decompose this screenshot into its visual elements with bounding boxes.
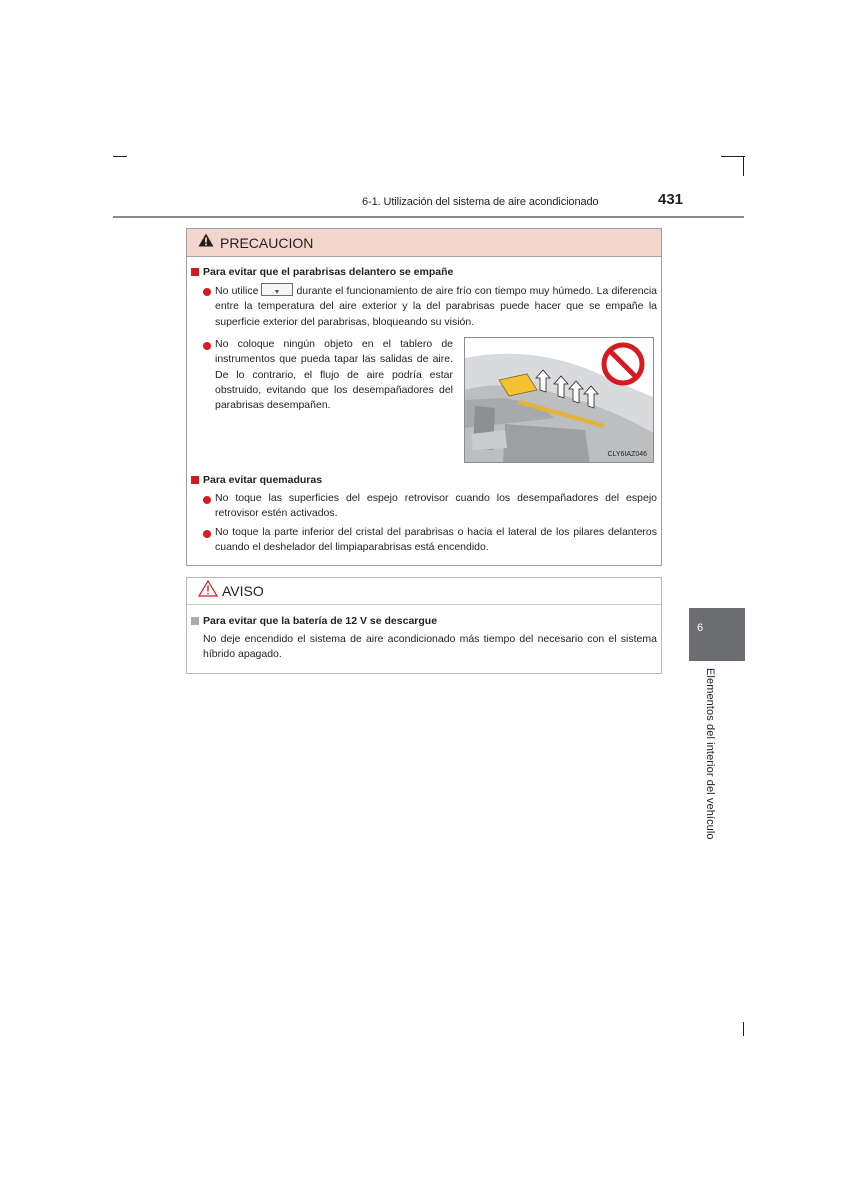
red-bullet-icon xyxy=(203,530,211,538)
chapter-title: Elementos del interior del vehículo xyxy=(704,668,716,840)
bullet-text: No coloque ningún objeto en el tablero de instrumentos que pueda tapar las salidas de aire. De lo contrario, el flujo de aire podría estar obstruido, evitando que los desempañadores del parabrisas desempañen. xyxy=(215,338,453,412)
aviso-header xyxy=(187,578,661,605)
warning-triangle-filled-icon xyxy=(198,233,214,252)
warning-triangle-outline-icon xyxy=(198,580,218,602)
section-heading xyxy=(191,474,322,486)
running-header: 6-1. Utilización del sistema de aire acondicionado xyxy=(362,196,599,208)
chapter-number: 6 xyxy=(697,622,704,634)
page-number: 431 xyxy=(658,191,684,208)
section-heading-text: Para evitar que la batería de 12 V se descargue xyxy=(203,615,438,627)
bullet-text: No utilice ▼ durante el funcionamiento de aire frío con tiempo muy húmedo. La diferencia entre la temperatura del aire exterior y la del parabrisas puede hacer que se empañe la superficie exterior del parabrisas, bloqueando su visión. xyxy=(215,285,657,328)
figure-label: CLY6IAZ046 xyxy=(607,451,647,458)
header-rule xyxy=(113,216,744,218)
section-heading-text: Para evitar que el parabrisas delantero se empañe xyxy=(203,266,454,278)
red-bullet-icon xyxy=(203,288,211,296)
red-square-bullet-icon xyxy=(191,268,199,276)
red-bullet-icon xyxy=(203,342,211,350)
prohibition-icon xyxy=(604,345,642,383)
section-heading xyxy=(191,266,453,278)
gray-square-bullet-icon xyxy=(191,617,199,625)
section-heading-text: Para evitar quemaduras xyxy=(203,474,323,486)
crop-mark xyxy=(113,156,127,157)
bullet-text: No toque las superficies del espejo retrovisor cuando los desempañadores del espejo retrovisor estén activados. xyxy=(215,492,657,520)
crop-mark xyxy=(743,156,744,176)
crop-mark xyxy=(743,1022,744,1036)
aviso-text: No deje encendido el sistema de aire acondicionado más tiempo del necesario con el sistema híbrido apagado. xyxy=(203,633,657,661)
section-heading xyxy=(191,615,437,627)
precaution-title: PRECAUCION xyxy=(220,234,314,251)
dashboard-vents-illustration xyxy=(464,337,654,463)
red-bullet-icon xyxy=(203,496,211,504)
aviso-title: AVISO xyxy=(222,583,264,599)
precaution-header xyxy=(187,229,661,257)
bullet-text: No toque la parte inferior del cristal del parabrisas o hacia el lateral de los pilares delanteros cuando el deshelador del limpiaparabrisas está encendido. xyxy=(215,526,657,554)
windshield-defog-button-icon: ▼ xyxy=(261,283,293,296)
crop-mark xyxy=(721,156,745,157)
chapter-tab xyxy=(689,608,745,661)
red-square-bullet-icon xyxy=(191,476,199,484)
